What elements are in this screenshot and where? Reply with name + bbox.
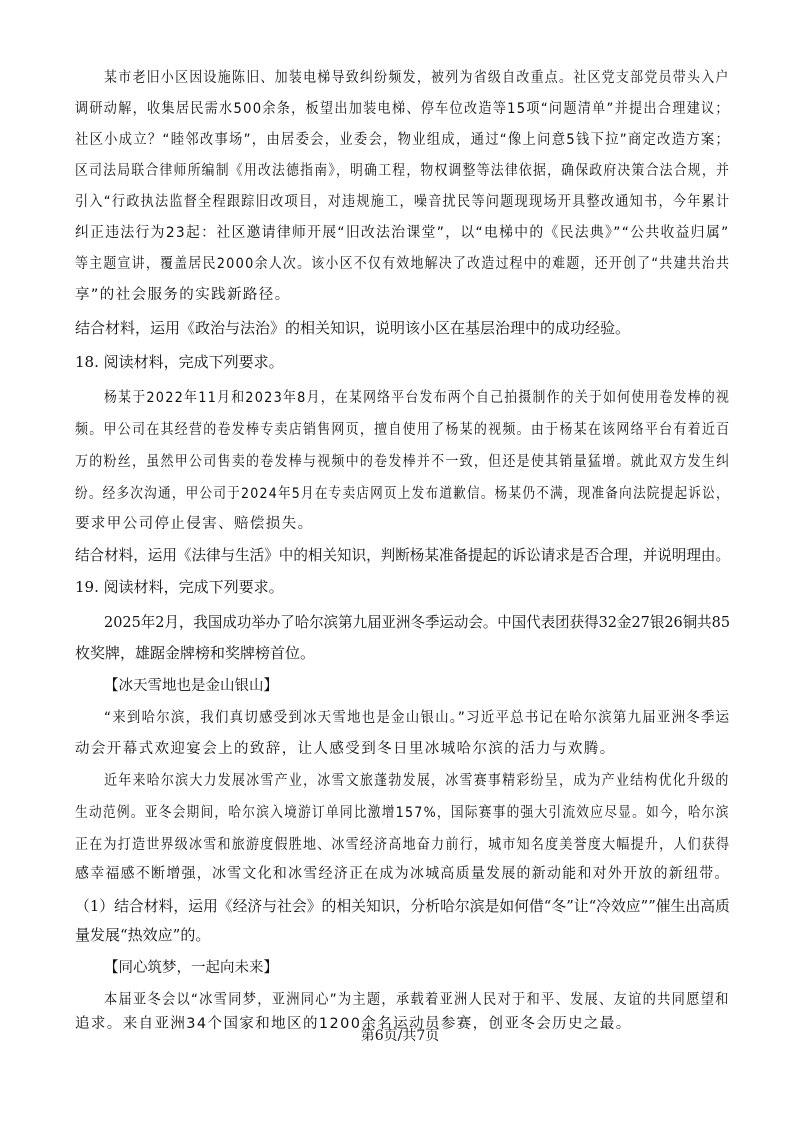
q18-material-line: 纷。经多次沟通，甲公司于2024年5月在专卖店网页上发布道歉信。杨某仍不满，现准备向法院提起诉讼，: [75, 486, 730, 502]
q17-material-line: 区司法局联合律师所编制《用改法德指南》，明确工程，物权调整等法律依据，确保政府决策合法合规，并: [75, 163, 731, 179]
q17-material-line: 享”的社会服务的实践新路径。: [75, 287, 291, 303]
q19-sub2-para-line: 本届亚冬会以“冰雪同梦，亚洲同心”为主题，承载着亚洲人民对于和平、发展、友谊的共同愿望和: [104, 992, 730, 1008]
q19-intro-line: 2025年2月，我国成功举办了哈尔滨第九届亚洲冬季运动会。中国代表团获得32金27银26铜共85: [104, 613, 731, 631]
q19-heading: 19. 阅读材料，完成下列要求。: [75, 578, 284, 596]
q19-sub1-question-line: （1）结合材料，运用《经济与社会》的相关知识，分析哈尔滨是如何借“冬”让“冷效应””催生出高质: [75, 897, 730, 915]
q19-intro-line: 枚奖牌，雄踞金牌榜和奖牌榜首位。: [75, 644, 316, 662]
q19-subsection-title: 【同心筑梦，一起向未来】: [104, 960, 278, 976]
q19-sub1-para2-line: 近年来哈尔滨大力发展冰雪产业，冰雪文旅蓬勃发展，冰雪赛事精彩纷呈，成为产业结构优化升级的: [104, 773, 730, 789]
q18-material-line: 要求甲公司停止侵害、赔偿损失。: [75, 516, 314, 532]
q18-material-line: 频。甲公司在其经营的卷发棒专卖店销售网页，擅自使用了杨某的视频。由于杨某在该网络平台有着近百: [75, 422, 731, 438]
q19-sub1-question-line: 量发展“热效应”的。: [75, 926, 211, 944]
q17-material-line: 等主题宣讲，覆盖居民2000余人次。该小区不仅有效地解决了改造过程中的难题，还开创了“共建共治共: [75, 256, 731, 272]
q18-heading: 18. 阅读材料，完成下列要求。: [75, 353, 284, 371]
q17-question: 结合材料，运用《政治与法治》的相关知识，说明该小区在基层治理中的成功经验。: [75, 319, 631, 337]
q19-sub2-para-line: 追求。来自亚洲34个国家和地区的1200余名运动员参赛，创亚冬会历史之最。: [75, 1016, 632, 1032]
q19-sub1-para1-line: “来到哈尔滨，我们真切感受到冰天雪地也是金山银山。”习近平总书记在哈尔滨第九届亚洲冬季运: [104, 710, 731, 726]
q17-material-line: 纠正违法行为23起：社区邀请律师开展“旧改法治课堂”，以“电梯中的《民法典》”“公共收益归属”: [75, 225, 730, 241]
q19-subsection-title: 【冰天雪地也是金山银山】: [104, 678, 278, 694]
q18-material-line: 万的粉丝，虽然甲公司售卖的卷发棒与视频中的卷发棒并不一致，但还是使其销量猛增。就此双方发生纠: [75, 454, 731, 470]
q18-question: 结合材料，运用《法律与生活》中的相关知识，判断杨某准备提起的诉讼请求是否合理，并说明理由。: [75, 546, 731, 564]
page-number-footer: 第6页/共7页: [360, 1028, 440, 1044]
q19-sub1-para2-line: 正在为打造世界级冰雪和旅游度假胜地、冰雪经济高地奋力前行，城市知名度美誉度大幅提升，人们获得: [75, 837, 731, 853]
q17-material-line: 引入“行政执法监督全程跟踪旧改项目，对违规施工，噪音扰民等问题现现场开具整改通知书，今年累计: [75, 194, 731, 210]
q19-sub1-para2-line: 感幸福感不断增强，冰雪文化和冰雪经济正在成为冰城高质量发展的新动能和对外开放的新纽带。: [75, 866, 730, 882]
q17-material-line: 某市老旧小区因设施陈旧、加装电梯导致纠纷频发，被列为省级自改重点。社区党支部党员带头入户: [104, 70, 730, 86]
q17-material-line: 社区小成立？“睦邻改事场”，由居委会，业委会，物业组成，通过“像上问意5钱下拉”商定改造方案；: [75, 132, 731, 148]
q19-sub1-para2-line: 生动范例。亚冬会期间，哈尔滨入境游订单同比激增157%，国际赛事的强大引流效应尽显。如今，哈尔滨: [75, 805, 730, 821]
q17-material-line: 调研动解，收集居民需水500余条，板望出加装电梯、停车位改造等15项“问题清单”并提出合理建议；: [75, 101, 730, 117]
q19-sub1-para1-line: 动会开幕式欢迎宴会上的致辞，让人感受到冬日里冰城哈尔滨的活力与欢腾。: [75, 741, 616, 757]
q18-material-line: 杨某于2022年11月和2023年8月，在某网络平台发布两个自己拍摄制作的关于如何使用卷发棒的视: [104, 390, 731, 406]
